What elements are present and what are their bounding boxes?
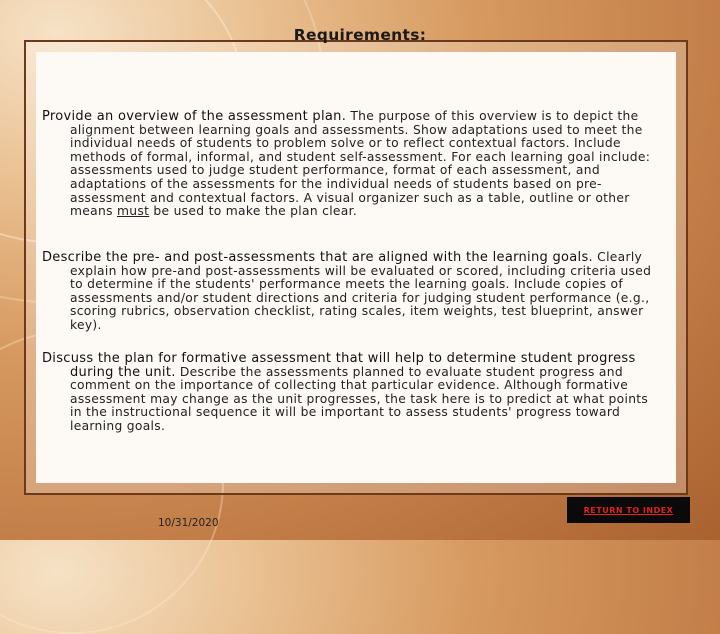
paragraph-body: Clearly explain how pre-and post-assessments will be evaluated or scored, including criteria used to determine if the students' performance meets the learning goals. Include copies of assessments and/or student directions and criteria for judging student performance (e.g., scoring rubrics, observation checklist, rating scales, item weights, test blueprint, answer key). (70, 250, 652, 332)
paragraph-lead: Discuss the plan for formative assessment that will help to determine student progress during the unit. (42, 351, 636, 380)
return-to-index-button[interactable]: RETURN TO INDEX (567, 497, 690, 523)
paragraph-body: Describe the assessments planned to evaluate student progress and comment on the importance of collecting that particular evidence. Although formative assessment may change as the unit progresses, the task here is to predict at what points in the instructional sequence it will be important to assess students' progress toward learning goals. (70, 364, 649, 433)
paragraph-body-end: be used to make the plan clear. (149, 204, 358, 219)
paragraph-formative (42, 352, 662, 434)
paragraph-overview (42, 110, 662, 219)
emphasis-underline: must (117, 204, 150, 219)
paragraph-body: The purpose of this overview is to depict the alignment between learning goals and assessments. Show adaptations used to meet the individual needs of students to problem solve or to reflect contextual factors. Include methods of formal, informal, and student self-assessment. For each learning goal include: assessments used to judge student performance, format of each assessment, and adaptations of the assessments for the individual needs of students based on pre-assessment and contextual factors. A visual organizer such as a table, outline or other means (70, 109, 651, 219)
slide-title: Requirements: (293, 26, 427, 44)
paragraph-pre-post (42, 251, 662, 333)
paragraph-lead: Provide an overview of the assessment plan. (42, 109, 347, 124)
slide-date: 10/31/2020 (158, 517, 219, 529)
paragraph-lead: Describe the pre- and post-assessments that are aligned with the learning goals. (42, 250, 593, 265)
